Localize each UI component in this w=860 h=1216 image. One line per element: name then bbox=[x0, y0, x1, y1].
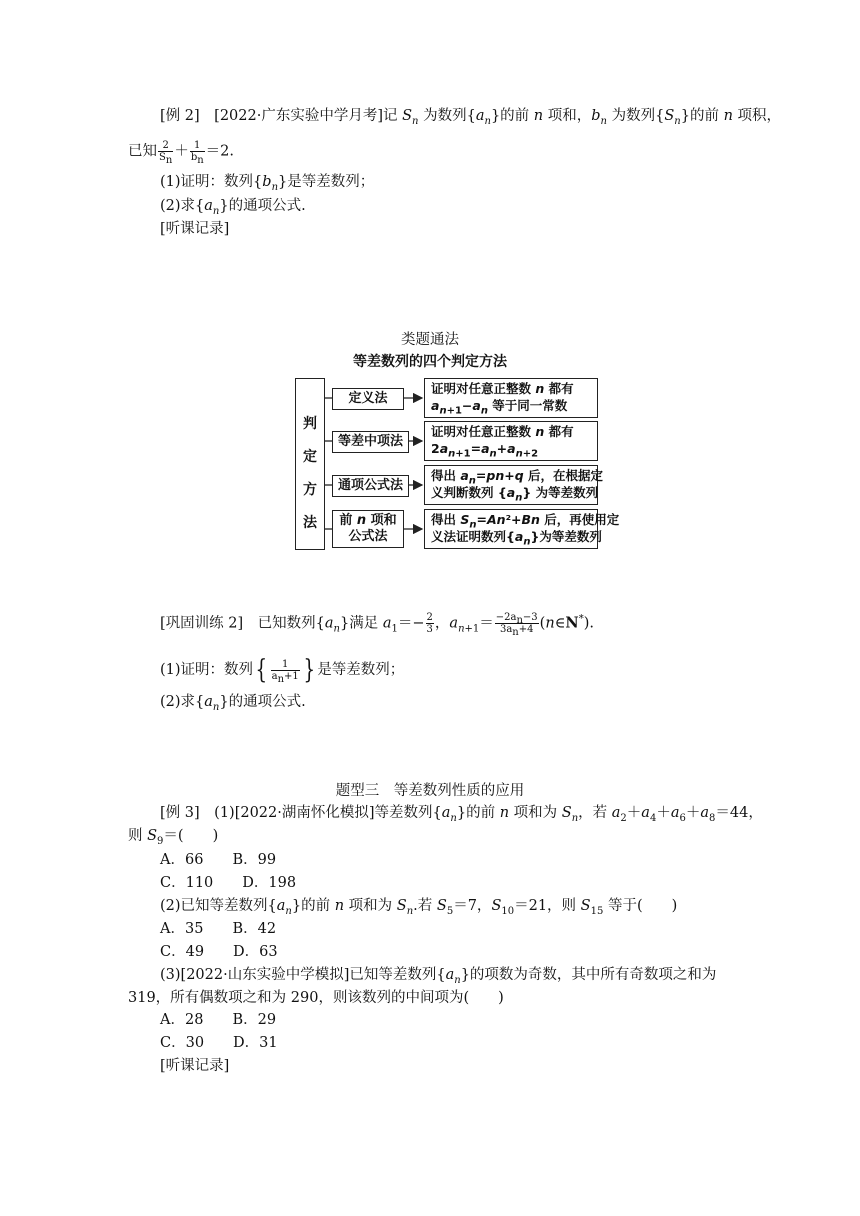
option-c: C．30 bbox=[160, 1035, 205, 1051]
side-char-3: 方 bbox=[303, 482, 317, 498]
section3-p1-line2: 则 $S_9=$( ) bbox=[128, 828, 219, 847]
section3-title: 题型三 等差数列性质的应用 bbox=[335, 783, 525, 799]
method-desc-1: 证明对任意正整数 n 都有 $a_{n+1}-a_n$ 等于同一常数 bbox=[431, 381, 574, 417]
method-desc-3: 得出 $a_n=pn+q$ 后，在根据定 义判断数列 $\{a_n\}$ 为等差数列 bbox=[431, 468, 604, 504]
side-char-1: 判 bbox=[303, 416, 317, 432]
option-a: A．28 bbox=[160, 1012, 204, 1028]
method-name-3: 通项公式法 bbox=[337, 478, 403, 493]
section3-p3-line1: (3)[2022·山东实验中学模拟]已知等差数列$\{a_n\}$的项数为奇数，其中所有奇数项之和为 bbox=[160, 967, 717, 986]
side-char-2: 定 bbox=[303, 449, 317, 465]
training2-label: [巩固训练 2] bbox=[160, 615, 244, 632]
side-char-4: 法 bbox=[303, 515, 317, 531]
option-b: B．29 bbox=[232, 1012, 277, 1028]
section3-p1-opts-row2 bbox=[160, 873, 296, 893]
option-d: D．31 bbox=[233, 1035, 278, 1051]
section3-p3-line2: 319，所有偶数项之和为 290，则该数列的中间项为( ) bbox=[128, 990, 504, 1006]
training2-q2: (2)求$\{a_n\}$的通项公式. bbox=[160, 694, 306, 713]
method-name-4-line2: 公式法 bbox=[348, 529, 388, 544]
example2-note: [听课记录] bbox=[160, 221, 230, 237]
method-desc-4: 得出 $S_n=An^2+Bn$ 后，再使用定 义法证明数列$\{a_n\}$为等差数列 bbox=[431, 512, 620, 548]
option-c: C．49 bbox=[160, 944, 205, 960]
section3-p3-opts-row2 bbox=[160, 1033, 278, 1053]
example3-label: [例 3] bbox=[160, 805, 200, 821]
method-heading: 类题通法 bbox=[401, 332, 459, 348]
option-b: B．42 bbox=[232, 921, 277, 937]
method-desc-2: 证明对任意正整数 n 都有 $2a_{n+1}=a_n+a_{n+2}$ bbox=[431, 424, 574, 460]
method-name-4: 前 n 项和 公式法 bbox=[339, 513, 397, 544]
example2-q1: (1)证明：数列$\{b_n\}$是等差数列； bbox=[160, 174, 375, 193]
option-a: A．66 bbox=[160, 852, 204, 868]
example2-q2: (2)求$\{a_n\}$的通项公式. bbox=[160, 198, 306, 217]
method-name-2: 等差中项法 bbox=[337, 434, 403, 449]
section3-p1-opts-row1 bbox=[160, 850, 276, 870]
option-d: D．198 bbox=[242, 875, 297, 891]
example2-label: [例 2] bbox=[160, 108, 200, 124]
section3-p3-opts-row1 bbox=[160, 1010, 276, 1030]
section3-p1-line1: [例 3] (1)[2022·湖南怀化模拟]等差数列$\{a_n\}$的前 n 项和为 $S_n$，若 $a_2+a_4+a_6+a_8=44$， bbox=[160, 805, 763, 824]
option-a: A．35 bbox=[160, 921, 204, 937]
option-b: B．99 bbox=[232, 852, 277, 868]
training2-line: [巩固训练 2] 已知数列$\{a_n\}$满足 $a_1=-$ $\frac{2}{3}$ ，$a_{n+1}=$ $\frac{-2a_n-3}{3a_n+4}$ (n∈N*). bbox=[160, 612, 594, 638]
example2-line2: 已知 $\frac{2}{S_n}$ ＋ $\frac{1}{b_n}$ ＝2. bbox=[128, 140, 235, 166]
method-name-1: 定义法 bbox=[348, 391, 388, 406]
method-title: 等差数列的四个判定方法 bbox=[353, 354, 507, 370]
option-c: C．110 bbox=[160, 875, 214, 891]
section3-p2-opts-row1 bbox=[160, 919, 276, 939]
section3-p2-line: (2)已知等差数列$\{a_n\}$的前 n 项和为 $S_n$.若 $S_5=7$，$S_{10}=21$，则 $S_{15}$ 等于( ) bbox=[160, 898, 678, 917]
section3-note: [听课记录] bbox=[160, 1058, 230, 1074]
section3-p2-opts-row2 bbox=[160, 942, 278, 962]
example2-source: [2022·广东实验中学月考] bbox=[214, 108, 383, 124]
example2-line1: [例 2] [2022·广东实验中学月考]记 $S_n$ 为数列$\{a_n\}$的前 n 项和，$b_n$ 为数列$\{S_n\}$的前 n 项积， bbox=[160, 108, 782, 127]
option-d: D．63 bbox=[233, 944, 278, 960]
training2-q1: (1)证明：数列{ $\frac{1}{a_n+1}$ } 是等差数列； bbox=[160, 655, 405, 685]
